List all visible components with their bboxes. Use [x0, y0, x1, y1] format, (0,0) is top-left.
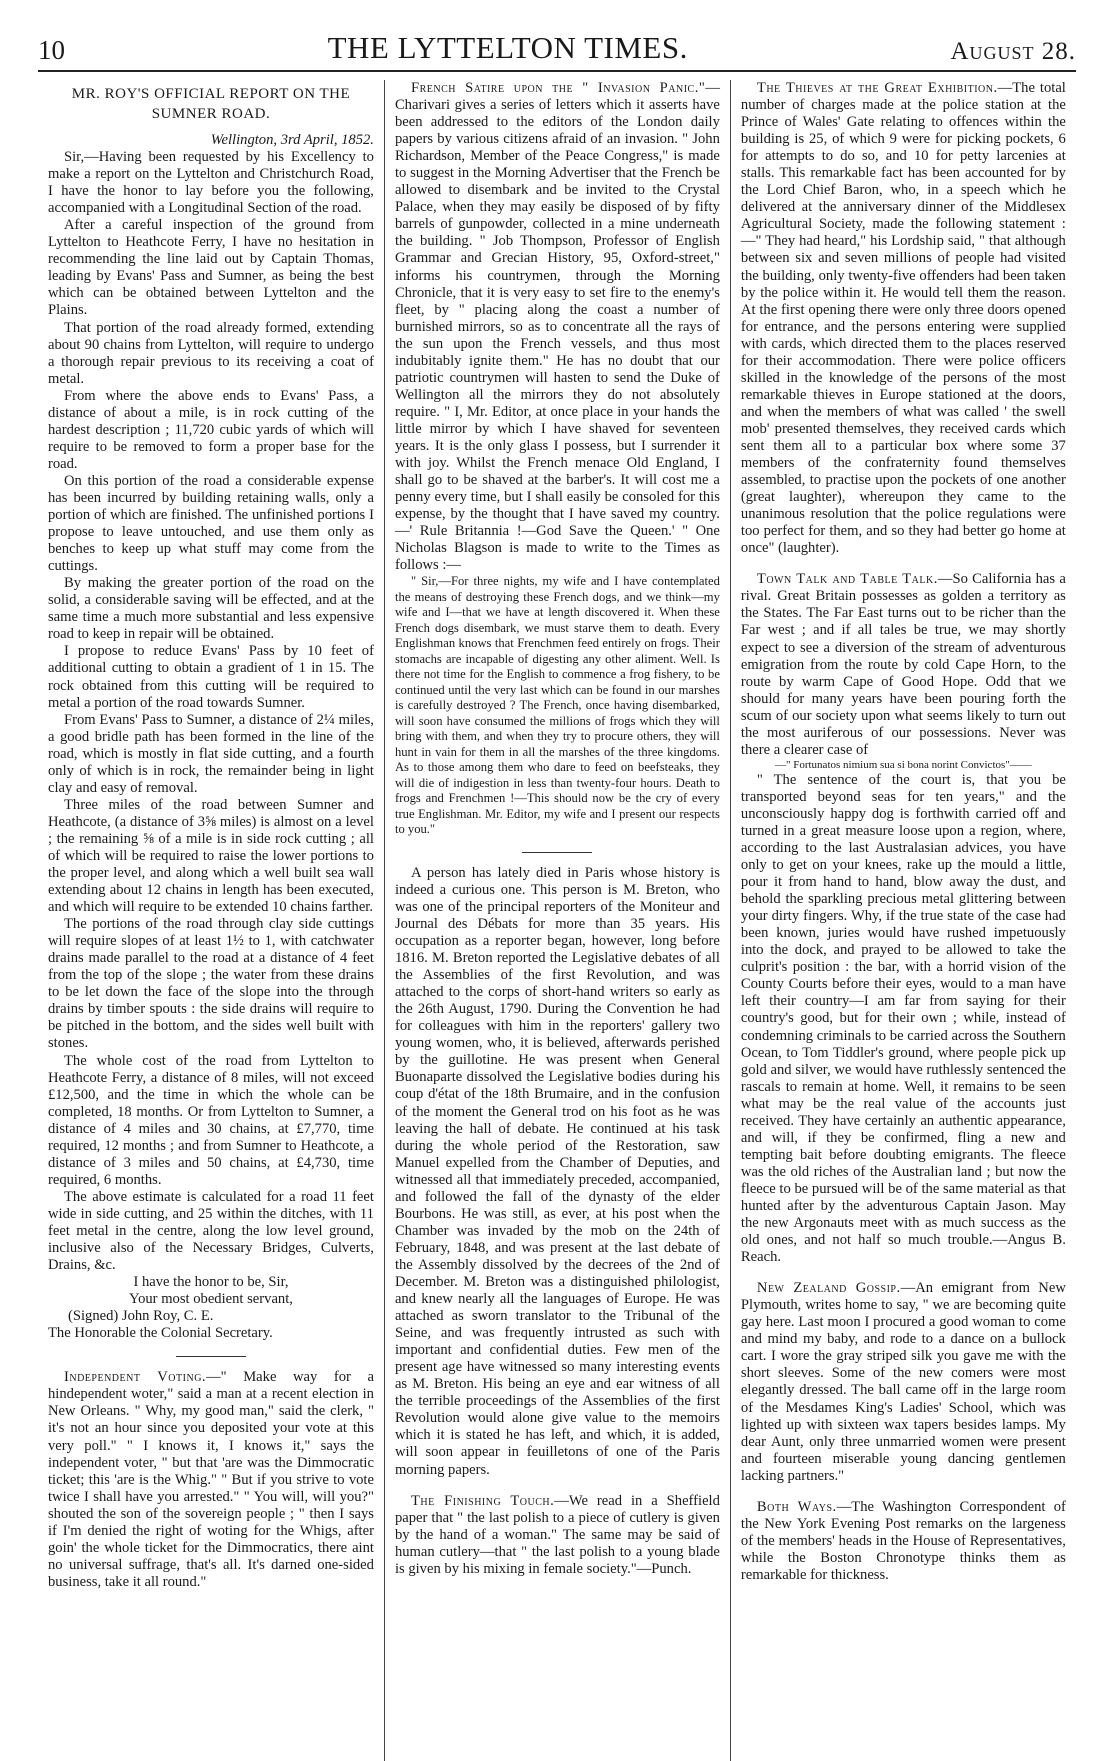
- paragraph: After a careful inspection of the ground from Lyttelton to Heathcote Ferry, I have no hesitation in recommending the line laid out by Captain Thomas, leading by Evans' Pass and Sumner, as being the best which can be obtained between Lyttelton and the Plains.: [48, 217, 374, 319]
- signature-addressee: The Honorable the Colonial Secretary.: [48, 1325, 273, 1342]
- column-1: [38, 80, 384, 1761]
- section-divider: [176, 1356, 246, 1357]
- paragraph: From Evans' Pass to Sumner, a distance of 2¼ miles, a good bridle path has been formed in the line of the road, which is mostly in flat side cutting, and a fourth only of which is in rock, the remainder being in light clay and easy of removal.: [48, 711, 374, 796]
- article-text: —An emigrant from New Plymouth, writes home to say, " we are becoming quite gay here. Last moon I procured a good woman to come and mind my baby, and rode to a dance on a bullock cart. I wore the gray striped silk you gave me with the short sleeves. Some of the new comers were most elegantly dressed. The ball came off in the large room of the Mesdames King's Ladies' School, which was lighted up with sixteen wax tapers besides lamps. My dear Aunt, only three unmarried women were present and fourteen miserable young dancing gentlemen lacking partners.": [740, 1280, 1066, 1484]
- article-columns: [38, 80, 1076, 1761]
- paragraph: That portion of the road already formed, extending about 90 chains from Lyttelton, will require to undergo a thorough repair previous to its receiving a coat of metal.: [48, 319, 374, 387]
- paragraph: " The sentence of the court is, that you be transported beyond seas for ten years," and the unconsciously happy dog is forthwith carried off and turned in a great measure loose upon a region, where, according to the last Australasian advices, you have only to get on your knees, rake up the mould a little, pour it from hand to hand, blow away the dust, and behold the sparkling precious metal glittering between your dirty fingers. Why, if the true state of the case had been known, juries would have rushed impetuously into the dock, and prayed to be allowed to take the culprit's position : the bar, with a horrid vision of the County Courts before their eyes, would to a man have left their country—I am far from saying for their country's good, but for their own ; while, instead of condemning criminals to be carried across the Southern Ocean, to Tom Tiddler's ground, where people pick up gold and silver, we would have ruthlessly sentenced the rascals to remain at home. Well, it remains to be seen what may be the real value of the accounts just received. They have certainly an authentic appearance, and will, if they be confirmed, fling a new and tempting bait before doubting emigrants. The fleece was the old riches of the Australian land ; but now the fleece to be pursued will be of the same material as that hunted after by the adventurous Captain Jason. May the new Argonauts meet with as much success as the old ones, and not half so much trouble.—Angus B. Reach.: [740, 771, 1066, 1266]
- column-3: [730, 80, 1076, 1761]
- article-text: —We read in a Sheffield paper that " the last polish to a piece of cutlery is given by the hand of a woman." The same may be said of human cutlery—that " the last polish to a young blade is given by his mixing in female society."—Punch.: [394, 1492, 720, 1577]
- paragraph: I propose to reduce Evans' Pass by 10 feet of additional cutting to obtain a gradient of 1 in 15. The rock obtained from this cutting will be required to metal a portion of the road towards Sumner.: [48, 643, 374, 711]
- article-heading-sumner-road: MR. ROY'S OFFICIAL REPORT ON THE SUMNER ROAD.: [71, 86, 351, 122]
- newspaper-title: THE LYTTELTON TIMES.: [327, 30, 688, 65]
- article-town-talk: [741, 571, 1066, 759]
- article-independent-voting: [48, 1369, 374, 1591]
- article-nz-gossip: [741, 1280, 1066, 1485]
- article-both-ways: [741, 1499, 1066, 1584]
- article-text: —The total number of charges made at the police station at the Prince of Wales' Gate relating to offences within the building is 25, of which 9 were for picking pockets, 6 for attempts to do so, and 10 for petty larcenies at stalls. This remarkable fact has been accounted for by the Lord Chief Baron, who, in a speech which he delivered at the anniversary dinner of the Middlesex Agricultural Society, made the following statement :—" They had heard," his Lordship said, " that although between six and seven millions of people had visited the building, only twenty-five offenders had been taken by the police within it. He would tell them the reason. At the first opening there were only three doors opened for entrance, and the persons entering were supplied with cards, which directed them to the places reserved for their accommodation. There were police officers skilled in the knowledge of the persons of the most remarkable thieves in Europe stationed at the doors, and when the members of what was called ' the swell mob' presented themselves, they received cards which sent them all to a particular box where some 37 members of the confraternity found themselves assembled, to practise upon the pockets of one another (great laughter), whereupon they came to the unanimous resolution that the police regulations were too perfect for them, and so they had better go home at once" (laughter).: [740, 80, 1066, 557]
- paragraph: Three miles of the road between Sumner and Heathcote, (a distance of 3⅝ miles) is almost on a level ; the remaining ⅝ of a mile is in side rock cutting ; all of which will be required to raise the lower portions to the proper level, and along which a well built sea wall extending about 12 chains in length has been executed, and which will require to be extended 10 chains farther.: [48, 796, 374, 916]
- paragraph: From where the above ends to Evans' Pass, a distance of about a mile, is in rock cutting of the hardest description ; 11,720 cubic yards of which will require to be removed to form a proper base for the road.: [48, 387, 374, 472]
- issue-date: August 28.: [950, 38, 1076, 65]
- article-m-breton: A person has lately died in Paris whose history is indeed a curious one. This person is M. Breton, who was one of the principal reporters of the Moniteur and Journal des Débats for more than 35 years. His occupation as a reporter began, however, long before 1816. M. Breton reported the Legislative debates of all the Assemblies of the first Revolution, and was attached to the corps of short-hand writers so early as the 26th August, 1790. During the Convention he had for colleagues with him in the reporters' gallery two young women, who, it is believed, afterwards perished by the guillotine. He was present when General Buonaparte dissolved the Legislative bodies during his coup d'état of the 18th Brumaire, and in the confusion of the moment the General trod on his foot as he was leaving the hall of debate. He continued at his task during the whole period of the Restoration, saw Manuel expelled from the Chamber of Deputies, and witnessed all that immediately preceded, accompanied, and followed the fall of the dynasty of the elder Bourbons. He was still, as ever, at his post when the Chamber was invaded by the mob on the 24th of February, 1848, and was present at the last debate of the Assembly dissolved by the decrees of the 2nd of December. M. Breton was a distinguished philologist, and knew nearly all the languages of Europe. He was attached as sworn translator to the Tribunal of the Seine, and was frequently intrusted as such with important and confidential duties. Few men of the present age have witnessed so many interesting events as M. Breton. His being an eye and ear witness of all the terrible proceedings of the Assemblies of the first Revolution would alone give value to the memoirs which it is stated he has left, and which, it is added, will soon appear in feuilletons of one of the Paris morning papers.: [394, 864, 720, 1478]
- signature-line: I have the honor to be, Sir,: [133, 1274, 289, 1291]
- dateline: Wellington, 3rd April, 1852.: [210, 132, 374, 148]
- article-heading: Independent Voting.: [64, 1369, 207, 1386]
- article-heading: New Zealand Gossip.: [756, 1280, 901, 1297]
- article-text: —" Make way for a hindependent woter," said a man at a recent election in New Orleans. " Why, my good man," said the clerk, " it's not an hour since you deposited your vote at this very poll." " I knows it, I knows it," says the independent voter, " but that 'are was the Dimmocratic ticket; this 'are is the Whig." " But if you strive to vote twice I shall have you arrested." " You will, will you?" shouted the son of the sovereign people ; " then I says if I'm denied the right of woting for the Whigs, after goin' the whole ticket for the Dimmocratics, there aint no universal suffrage, that's all. It's darned one-sided business, take it all round.": [48, 1369, 374, 1590]
- article-french-satire: [395, 80, 720, 574]
- paragraph: Sir,—Having been requested by his Excellency to make a report on the Lyttelton and Christchurch Road, I have the honor to lay before you the following, accompanied with a Longitudinal Section of the road.: [48, 149, 374, 217]
- article-heading: French Satire upon the " Invasion Panic.": [410, 80, 706, 96]
- quoted-letter: " Sir,—For three nights, my wife and I have contemplated the means of destroying these French dogs, and we think—my wife and I—that we have at length discovered it. When these French dogs disembark, we must starve them to death. Every Englishman knows that Frenchmen feed entirely on frogs. Their stomachs are incapable of digesting any other aliment. Well. Is there not time for the English to commence a frog fishery, to be continued until the very last which can be found in our marshes is carefully destroyed ? The French, once having disembarked, will soon have consumed the millions of frogs which they will bring with them, and when they try to procure others, they will hunt in vain for them in all the marshes of the three kingdoms. As to those among them who dare to feed on beefsteaks, they will die of indigestion in less than twenty-four hours. Death to frogs and Frenchmen !—This should now be the cry of every true Englishman. Mr. Editor, my wife and I present our respects to you.": [394, 574, 720, 837]
- article-text: —Charivari gives a series of letters which it asserts have been addressed to the editors of the London daily papers by various citizens afraid of an invasion. " John Richardson, Member of the Peace Congress," is made to suggest in the Morning Advertiser that the French be allowed to disembark and be invited to the Crystal Palace, when they may easily be disposed of by fifty barrels of gunpowder, collected in a mine underneath the building. " Job Thompson, Professor of English Grammar and Grecian History, 95, Oxford-street," informs his countrymen, through the Morning Chronicle, that it is very easy to set fire to the enemy's fleet, by " placing along the coast a number of burnished mirrors, so as to concentrate all the rays of the sun upon the French vessels, and thus most indubitably ignite them." He has no doubt that our patriotic countrymen will hasten to send the Duke of Wellington all the mirrors they do not absolutely require. " I, Mr. Editor, at once place in your hands the little mirror by which I have shaved for seventeen years. It is the only glass I possess, but I surrender it with joy. Whilst the French menace Old England, I shall go to be shaved at the barber's. It will cost me a penny every time, but I shall easily be consoled for this expense, by the thought that I have saved my country.—' Rule Britannia !—God Save the Queen.' " One Nicholas Blagson is made to write to the Times as follows :—: [394, 80, 720, 574]
- article-heading: Both Ways.: [756, 1498, 837, 1515]
- paragraph: The whole cost of the road from Lyttelton to Heathcote Ferry, a distance of 8 miles, will not exceed £12,500, and the time in which the whole can be completed, 18 months. Or from Lyttelton to Sumner, a distance of 4 miles and 30 chains, at £7,770, time required, 12 months ; and from Sumner to Heathcote, a distance of 3 miles and 50 chains, at £4,730, time required, 6 months.: [48, 1052, 374, 1188]
- section-divider: [522, 852, 592, 853]
- signature-line: Your most obedient servant,: [129, 1291, 293, 1308]
- paragraph: By making the greater portion of the road on the solid, a considerable saving will be effected, and at the same time a much more substantial and less expensive road to keep in repair will be obtained.: [48, 575, 374, 643]
- article-text: —So California has a rival. Great Britain possesses as golden a territory as the States. The Far East turns out to be richer than the Far west ; and if all tales be true, we may shortly expect to see a diversion of the stream of adventurous emigration from the route by cold Cape Horn, to the route by warm Cape of Good Hope. Odd that we should for many years have been pouring forth the scum of our society upon what seems likely to turn out the most auriferous of our possessions. Never was there a clearer case of: [740, 571, 1066, 758]
- masthead: [38, 26, 1076, 72]
- column-2: [384, 80, 730, 1761]
- article-heading: The Finishing Touch.: [410, 1492, 555, 1509]
- article-text: —The Washington Correspondent of the New York Evening Post remarks on the largeness of the members' heads in the House of Representatives, while the Boston Chronotype thinks them as remarkable for thickness.: [740, 1498, 1066, 1583]
- article-heading: The Thieves at the Great Exhibition.: [756, 80, 998, 96]
- article-finishing-touch: [395, 1493, 720, 1578]
- article-heading: Town Talk and Table Talk.: [756, 571, 938, 588]
- latin-motto: —" Fortunatos nimium sua si bona norint Convictos"——: [774, 758, 1032, 771]
- paragraph: The portions of the road through clay side cuttings will require slopes of at least 1½ to 1, with catchwater drains made parallel to the road at a distance of 4 feet from the top of the slope ; the water from these drains to be let down the face of the slope into the through drains by timber spouts : the side drains will require to be pitched in the bottom, and the sides well built with stones.: [48, 916, 374, 1052]
- page-number: 10: [38, 35, 65, 65]
- paragraph: On this portion of the road a considerable expense has been incurred by building retaining walls, only a portion of which are finished. The unfinished portions I propose to leave untouched, and use them only as benches to keep up what stuff may come from the cuttings.: [48, 472, 374, 575]
- article-thieves-exhibition: [741, 80, 1066, 557]
- signature-name: (Signed) John Roy, C. E.: [68, 1308, 214, 1325]
- paragraph: The above estimate is calculated for a road 11 feet wide in side cutting, and 25 within the ditches, with 11 feet metal in the centre, along the low level ground, inclusive also of the Necessary Bridges, Culverts, Drains, &c.: [48, 1188, 374, 1274]
